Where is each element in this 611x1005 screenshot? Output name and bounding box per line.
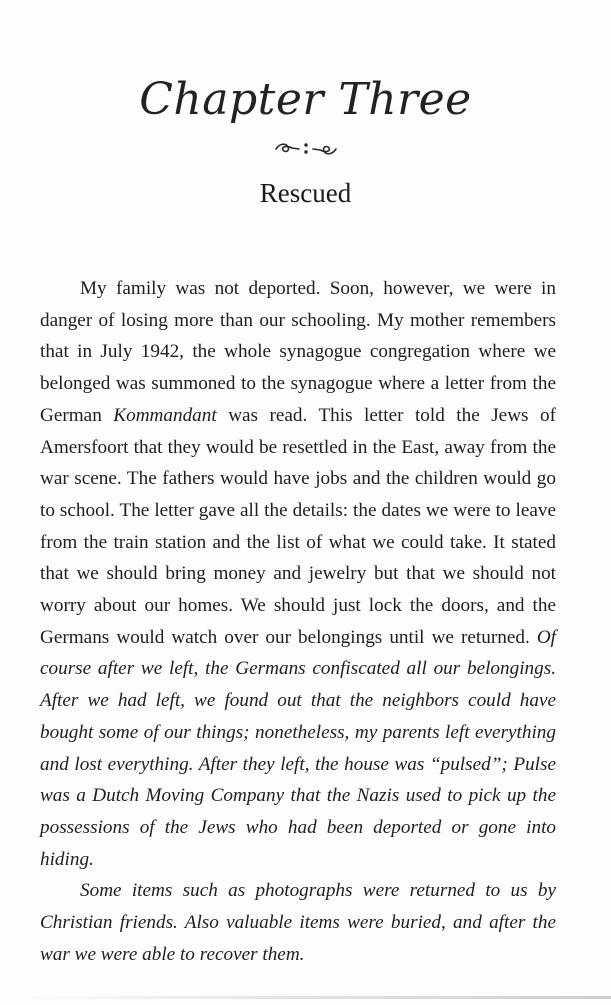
paragraph-1-italic-term: Kommandant	[113, 404, 217, 426]
scroll-flourish-icon	[272, 139, 340, 159]
paragraph-1-text-b: was read. This letter told the Jews of Amersfoort that they would be resettled in the East, away from the war scene. The fathers would have jobs and the children would go to school. The letter gave all the details: the dates we were to leave from the train station and the list of what we could take. It stated that we should bring money and jewelry but that we should not worry about our homes. We should just lock the doors, and the Germans would watch over our belongings until we returned.	[40, 404, 556, 648]
paragraph-2	[40, 875, 556, 970]
chapter-body	[40, 273, 556, 970]
paragraph-2-italic: Some items such as photographs were returned to us by Christian friends. Also valuable items were buried, and after the war we were able to recover them.	[40, 880, 556, 965]
page-edge-shadow	[0, 996, 611, 999]
paragraph-1	[40, 273, 556, 875]
chapter-label: Chapter Three	[139, 74, 472, 125]
paragraph-1-italic-aside: Of course after we left, the Germans confiscated all our belongings. After we had left, we found out that the neighbors could have bought some of our things; nonetheless, my parents left everything and lost everything. After they left, the house was “pulsed”; Pulse was a Dutch Moving Company that the Nazis used to pick up the possessions of the Jews who had been deported or gone into hiding.	[40, 626, 556, 870]
chapter-title: Rescued	[259, 178, 352, 208]
paragraph-1-text-a: My family was not deported. Soon, however, we were in danger of losing more than our schooling. My mother remembers that in July 1942, the whole synagogue congregation where we belonged was summoned to the synagogue where a letter from the German	[40, 278, 556, 426]
